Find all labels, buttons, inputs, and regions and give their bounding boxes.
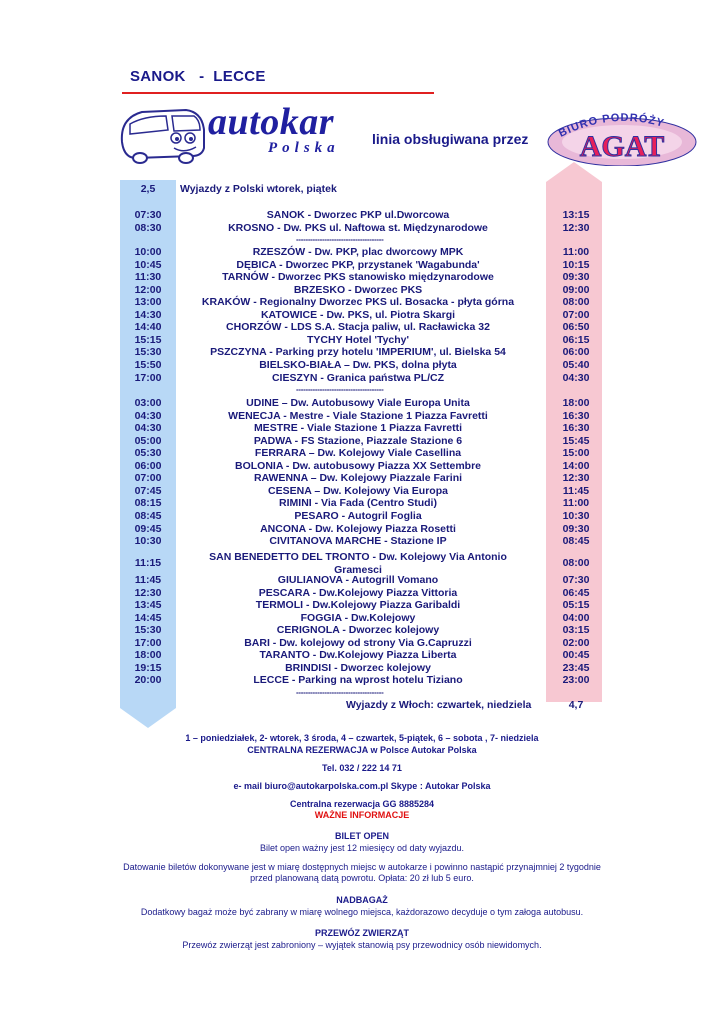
stop-name: KRAKÓW - Regionalny Dworzec PKS ul. Bosacka - płyta górna — [201, 296, 515, 309]
stop-name: PADWA - FS Stazione, Piazzale Stazione 6 — [253, 434, 463, 447]
return-time: 13:15 — [562, 209, 590, 221]
luggage-heading: NADBAGAŻ — [336, 895, 388, 905]
stop-name: BIELSKO-BIAŁA – Dw. PKS, dolna płyta — [259, 358, 457, 371]
contact-line: e- mail biuro@autokarpolska.com.pl Skype : Autokar Polska — [233, 781, 491, 791]
departure-time: 04:30 — [134, 422, 162, 435]
stop-name: BOLONIA - Dw. autobusowy Piazza XX Settembre — [234, 459, 481, 472]
stop-name: TARNÓW - Dworzec PKS stanowisko międzynarodowe — [222, 271, 494, 284]
stop-name: PESARO - Autogril Foglia — [294, 509, 422, 522]
return-time: 05:15 — [562, 599, 590, 612]
stop-name: ANCONA - Dw. Kolejowy Piazza Rosetti — [260, 522, 456, 535]
departure-time: 15:15 — [134, 333, 162, 346]
departure-time: 13:00 — [134, 296, 162, 309]
stop-name: RAWENNA – Dw. Kolejowy Piazzale Farini — [253, 472, 463, 485]
timetable-row — [118, 485, 618, 498]
timetable-row — [118, 510, 618, 523]
timetable-row — [118, 284, 618, 297]
days-legend: 1 – poniedziałek, 2- wtorek, 3 środa, 4 – czwartek, 5-piątek, 6 – sobota , 7- niedziela — [185, 733, 539, 743]
departure-time: 10:00 — [134, 246, 162, 258]
stop-name: MESTRE - Viale Stazione 1 Piazza Favretti — [253, 422, 463, 435]
return-time: 02:00 — [562, 636, 590, 649]
stop-name-line2: Gramesci — [334, 564, 382, 576]
return-time: 12:30 — [562, 472, 590, 485]
return-time: 03:15 — [562, 624, 590, 637]
stop-name: LECCE - Parking na wprost hotelu Tiziano — [253, 674, 463, 687]
phone: Tel. 032 / 222 14 71 — [322, 763, 402, 773]
stop-name: CERIGNOLA - Dworzec kolejowy — [276, 624, 440, 637]
return-time: 11:00 — [562, 246, 590, 258]
return-label: Wyjazdy z Włoch: czwartek, niedziela — [346, 699, 532, 711]
timetable-row — [118, 447, 618, 460]
return-time: 11:00 — [562, 497, 590, 510]
timetable-row — [118, 587, 618, 600]
departure-time: 07:45 — [134, 484, 162, 497]
departure-time: 17:00 — [134, 636, 162, 649]
return-time: 06:15 — [562, 333, 590, 346]
timetable-row — [118, 222, 618, 235]
return-time: 10:30 — [562, 509, 590, 522]
stop-name: TYCHY Hotel 'Tychy' — [306, 333, 410, 346]
stop-name: DĘBICA - Dworzec PKP, przystanek 'Wagabunda' — [236, 258, 480, 271]
return-time: 06:45 — [562, 586, 590, 599]
timetable-row — [118, 209, 618, 222]
timetable-row — [118, 246, 618, 259]
timetable-row — [118, 497, 618, 510]
timetable-row — [118, 296, 618, 309]
partner-arc-text: BIURO PODRÓŻY — [556, 111, 666, 140]
departure-time: 05:00 — [134, 434, 162, 447]
stop-name: KROSNO - Dw. PKS ul. Naftowa st. Międzynarodowe — [228, 221, 488, 234]
timetable-row — [118, 599, 618, 612]
separator-2: ------------------------------------- — [296, 386, 384, 394]
departure-time: 04:30 — [134, 409, 162, 422]
open-ticket-text: Bilet open ważny jest 12 miesięcy od daty wyjazdu. — [259, 843, 465, 853]
departure-time: 09:45 — [134, 522, 162, 535]
stop-name: FERRARA – Dw. Kolejowy Viale Casellina — [254, 447, 462, 460]
luggage-text: Dodatkowy bagaż może być zabrany w miarę wolnego miejsca, każdorazowo decyduje o tym załoga autobusu. — [140, 907, 584, 917]
departure-time: 10:45 — [134, 258, 162, 271]
return-days: 4,7 — [568, 699, 584, 711]
stop-name: SANOK - Dworzec PKP ul.Dworcowa — [266, 209, 450, 221]
separator-3: ------------------------------------- — [296, 689, 384, 697]
stop-name: WENECJA - Mestre - Viale Stazione 1 Piazza Favretti — [228, 409, 488, 422]
return-time: 09:00 — [562, 283, 590, 296]
return-time: 14:00 — [562, 459, 590, 472]
departure-time: 12:30 — [134, 586, 162, 599]
stop-name: GIULIANOVA - Autogrill Vomano — [277, 574, 439, 586]
stop-name: CHORZÓW - LDS S.A. Stacja paliw, ul. Racławicka 32 — [226, 321, 490, 334]
open-ticket-heading: BILET OPEN — [334, 831, 389, 841]
stop-name: TARANTO - Dw.Kolejowy Piazza Liberta — [259, 649, 457, 662]
departure-time: 20:00 — [134, 674, 162, 687]
stop-name: UDINE – Dw. Autobusowy Viale Europa Unita — [246, 397, 470, 409]
separator-1: ------------------------------------- — [296, 236, 384, 244]
timetable-row — [118, 612, 618, 625]
return-time: 18:00 — [562, 397, 590, 409]
departure-time: 12:00 — [134, 283, 162, 296]
return-time: 08:00 — [562, 296, 590, 309]
return-time: 15:45 — [562, 434, 590, 447]
stop-name: BRZESKO - Dworzec PKS — [293, 283, 423, 296]
departure-time: 07:00 — [134, 472, 162, 485]
return-time: 15:00 — [562, 447, 590, 460]
outbound-days: 2,5 — [140, 183, 156, 195]
timetable-row — [118, 422, 618, 435]
return-time: 06:50 — [562, 321, 590, 334]
return-time: 05:40 — [562, 358, 590, 371]
return-time: 11:45 — [562, 484, 590, 497]
stop-name: FOGGIA - Dw.Kolejowy — [300, 611, 416, 624]
stop-name: TERMOLI - Dw.Kolejowy Piazza Garibaldi — [255, 599, 461, 612]
dating-text-line1: Datowanie biletów dokonywane jest w miarę dostępnych miejsc w autokarze i powinno nastąpić przynajmniej 2 tygodnie — [123, 862, 601, 872]
stop-name: BRINDISI - Dworzec kolejowy — [285, 661, 431, 674]
departure-time: 14:45 — [134, 611, 162, 624]
return-time: 07:30 — [562, 574, 590, 586]
departure-time: 06:00 — [134, 459, 162, 472]
stop-name-line1: SAN BENEDETTO DEL TRONTO - Dw. Kolejowy Via Antonio — [209, 551, 507, 563]
timetable-row — [118, 435, 618, 448]
partner-name: AGAT — [579, 130, 665, 163]
departure-time: 07:30 — [134, 209, 162, 221]
return-time: 10:15 — [562, 258, 590, 271]
route-title: SANOK - LECCE — [130, 68, 266, 85]
departure-time: 14:30 — [134, 308, 162, 321]
return-time: 16:30 — [562, 422, 590, 435]
departure-time: 19:15 — [134, 661, 162, 674]
return-time: 23:45 — [562, 661, 590, 674]
timetable-row — [118, 472, 618, 485]
timetable-row — [118, 334, 618, 347]
timetable-row — [118, 460, 618, 473]
departure-time: 08:15 — [134, 497, 162, 510]
timetable-row — [118, 346, 618, 359]
timetable-row — [118, 624, 618, 637]
return-time: 06:00 — [562, 346, 590, 359]
return-time: 00:45 — [562, 649, 590, 662]
stop-name: CESENA – Dw. Kolejowy Via Europa — [268, 484, 448, 497]
important-heading: WAŻNE INFORMACJE — [314, 810, 410, 820]
timetable-row — [118, 674, 618, 687]
animals-heading: PRZEWÓZ ZWIERZĄT — [315, 928, 409, 938]
timetable-row — [118, 410, 618, 423]
stop-name: PESCARA - Dw.Kolejowy Piazza Vittoria — [258, 586, 458, 599]
stop-name: RZESZÓW - Dw. PKP, plac dworcowy MPK — [252, 246, 464, 258]
departure-time: 08:45 — [134, 509, 162, 522]
return-time: 23:00 — [562, 674, 590, 687]
return-time: 16:30 — [562, 409, 590, 422]
return-time: 09:30 — [562, 271, 590, 284]
operator-note: linia obsługiwana przez — [372, 131, 529, 147]
stop-name: BARI - Dw. kolejowy od strony Via G.Capruzzi — [244, 636, 472, 649]
timetable-row — [118, 649, 618, 662]
departure-time: 13:45 — [134, 599, 162, 612]
return-time: 04:30 — [562, 371, 590, 384]
dating-text-line2: przed planowaną datą powrotu. Opłata: 20 zł lub 5 euro. — [250, 873, 474, 883]
brand-name: autokar — [208, 101, 334, 143]
outbound-label: Wyjazdy z Polski wtorek, piątek — [180, 183, 337, 195]
departure-time: 15:30 — [134, 346, 162, 359]
departure-time: 15:50 — [134, 358, 162, 371]
reservation-line: CENTRALNA REZERWACJA w Polsce Autokar Polska — [247, 745, 477, 755]
timetable-row — [118, 662, 618, 675]
stop-name: CIESZYN - Granica państwa PL/CZ — [271, 371, 445, 384]
timetable-row — [118, 271, 618, 284]
timetable-row — [118, 574, 618, 587]
timetable-row — [118, 309, 618, 322]
departure-time: 08:30 — [134, 221, 162, 234]
return-time: 08:45 — [562, 535, 590, 548]
animals-text: Przewóz zwierząt jest zabroniony – wyjątek stanowią psy przewodnicy osób niewidomych. — [182, 940, 542, 950]
departure-time: 14:40 — [134, 321, 162, 334]
departure-time: 15:30 — [134, 624, 162, 637]
return-time: 09:30 — [562, 522, 590, 535]
brand-subtitle: Polska — [268, 140, 340, 156]
departure-time: 11:30 — [134, 271, 162, 284]
stop-name: KATOWICE - Dw. PKS, ul. Piotra Skargi — [260, 308, 456, 321]
gg-line: Centralna rezerwacja GG 8885284 — [289, 799, 435, 809]
stop-name: CIVITANOVA MARCHE - Stazione IP — [269, 535, 447, 548]
return-time: 04:00 — [562, 611, 590, 624]
timetable-row — [118, 535, 618, 548]
timetable-row — [118, 637, 618, 650]
timetable-row — [118, 259, 618, 272]
departure-time: 18:00 — [134, 649, 162, 662]
timetable-row — [118, 372, 618, 385]
departure-time: 10:30 — [134, 535, 162, 548]
departure-time: 11:15 — [134, 557, 162, 569]
return-time: 07:00 — [562, 308, 590, 321]
return-time: 12:30 — [562, 221, 590, 234]
return-time: 08:00 — [562, 557, 590, 569]
departure-time: 05:30 — [134, 447, 162, 460]
timetable-row — [118, 397, 618, 410]
departure-time: 03:00 — [134, 397, 162, 409]
departure-time: 11:45 — [134, 574, 162, 586]
timetable-row — [118, 321, 618, 334]
stop-name: RIMINI - Via Fada (Centro Studi) — [279, 497, 437, 510]
timetable-row — [118, 523, 618, 536]
departure-time: 17:00 — [134, 371, 162, 384]
timetable-row — [118, 359, 618, 372]
stop-name: PSZCZYNA - Parking przy hotelu 'IMPERIUM', ul. Bielska 54 — [210, 346, 506, 359]
